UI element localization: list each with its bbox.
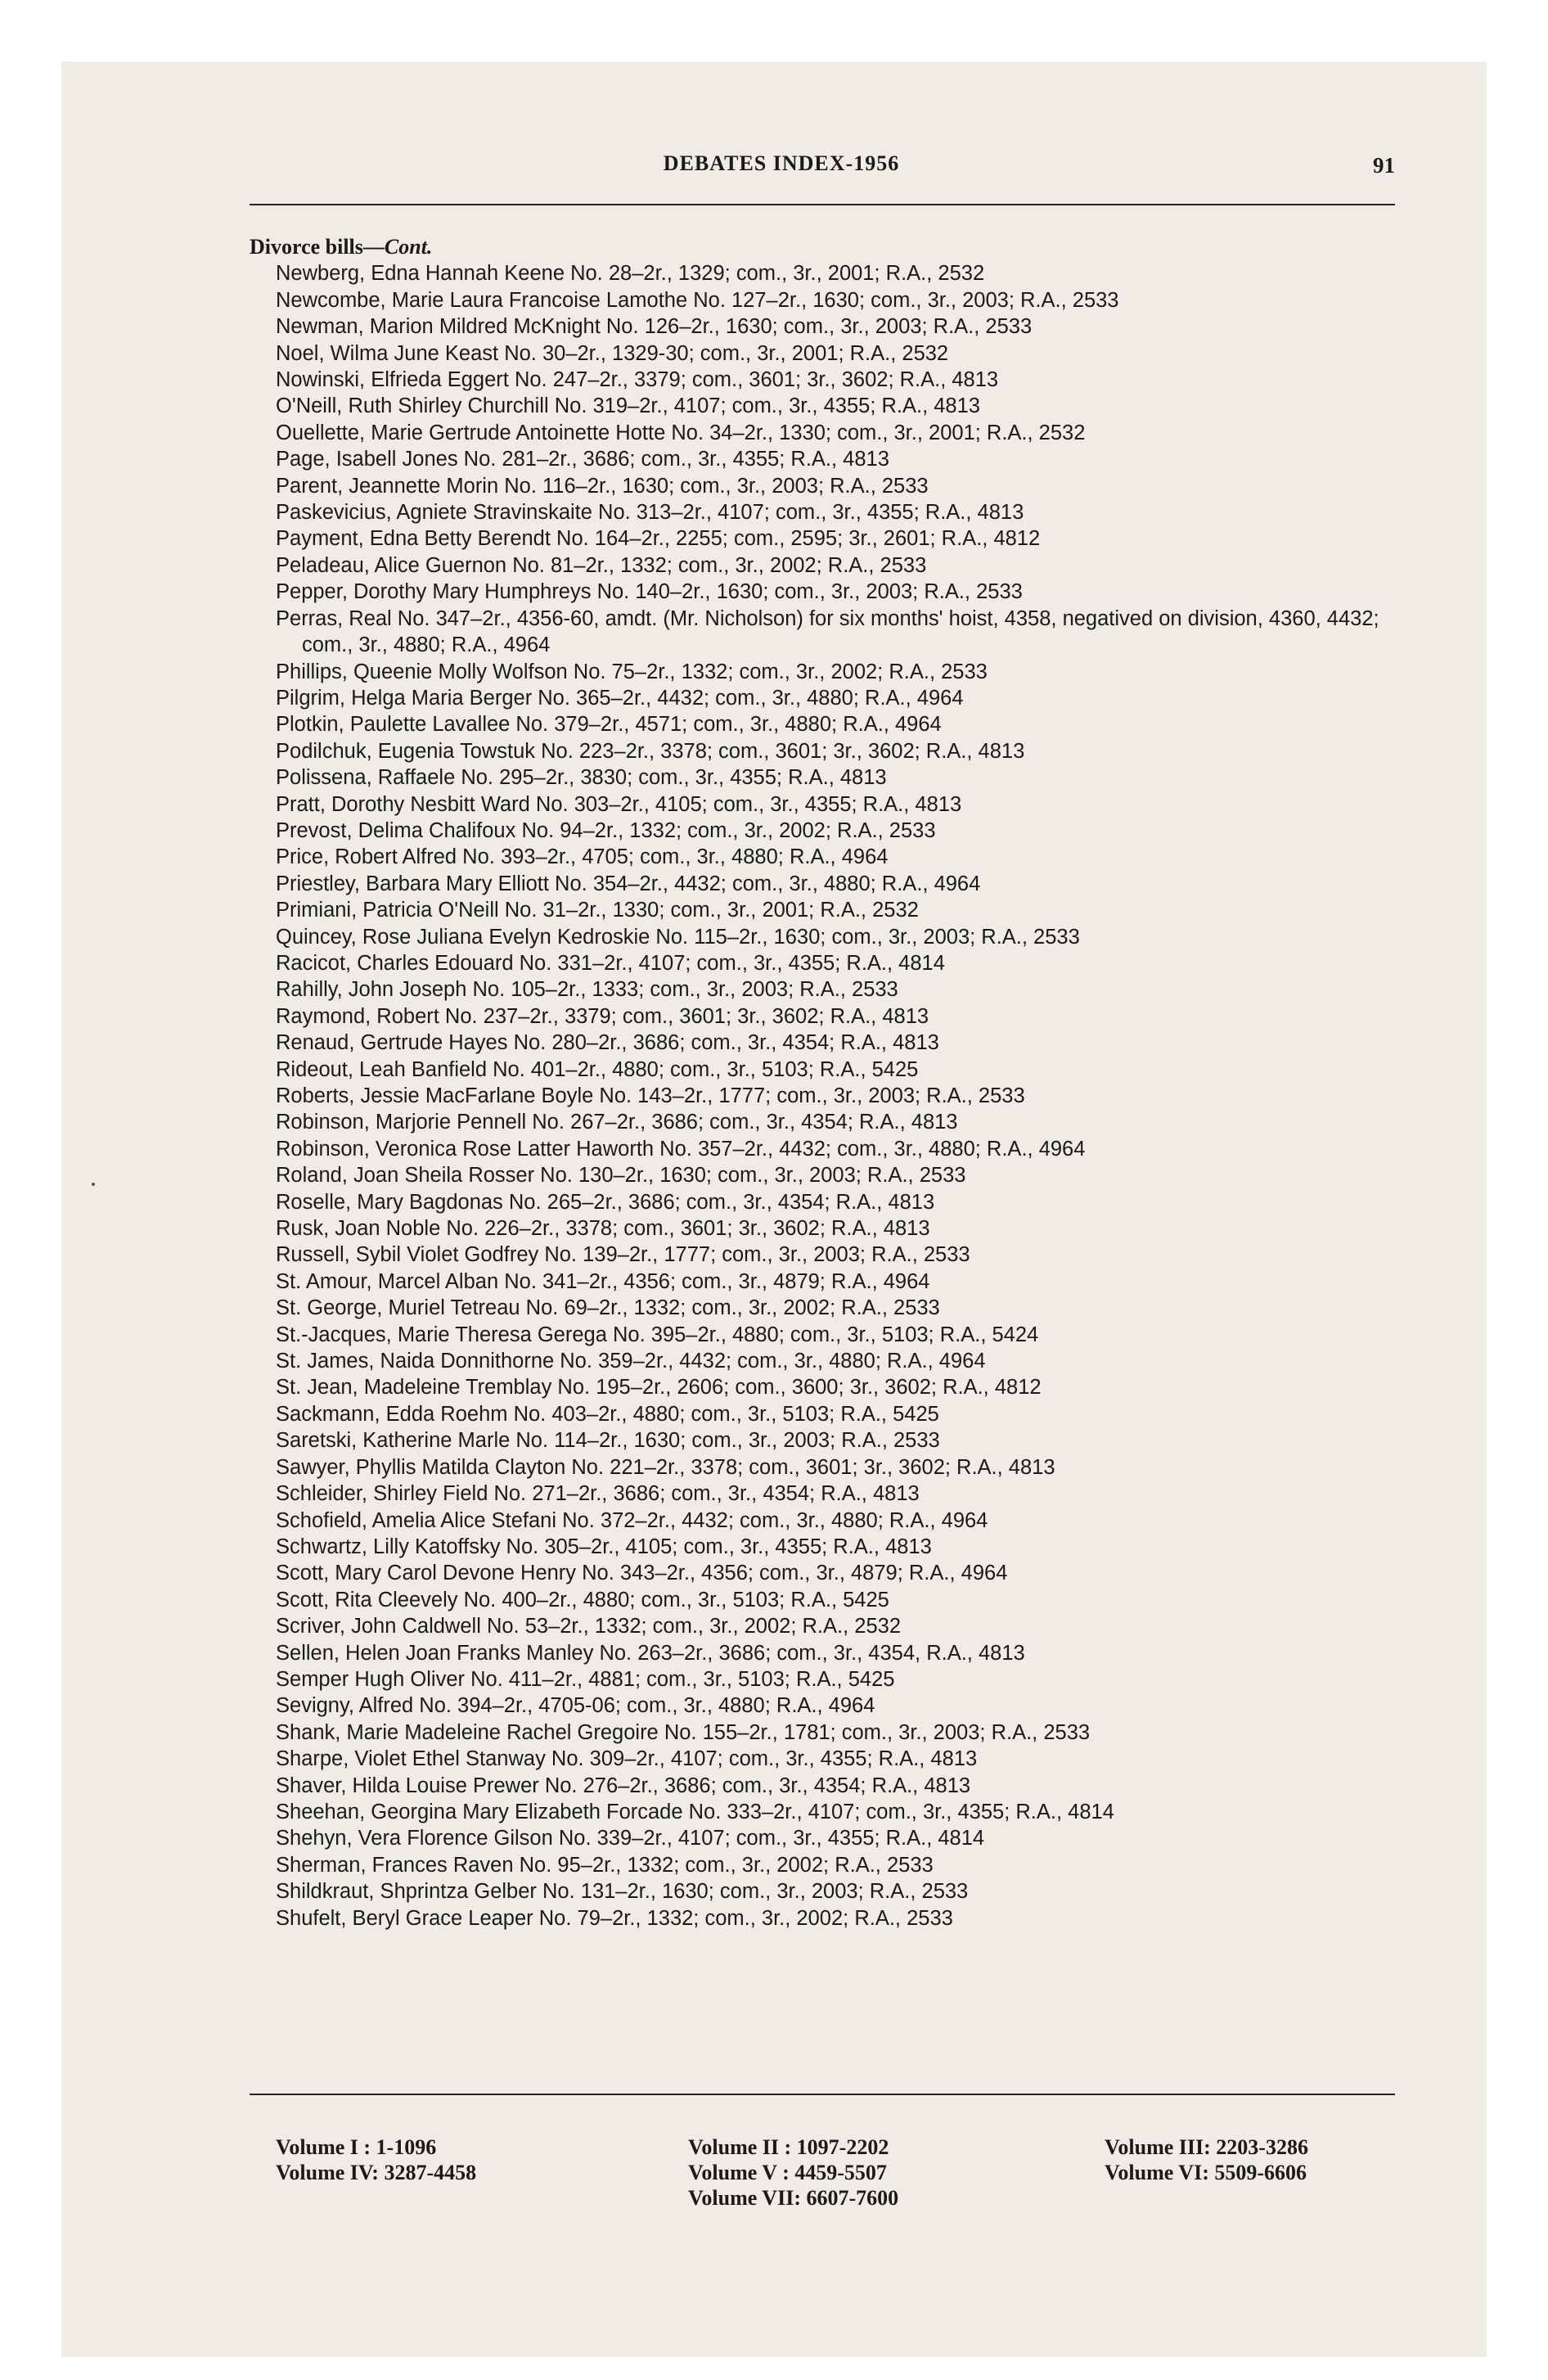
index-entry: Newberg, Edna Hannah Keene No. 28–2r., 1329; com., 3r., 2001; R.A., 2532 [276, 262, 985, 286]
volume-column-2 [688, 2134, 898, 2211]
index-entry: Quincey, Rose Juliana Evelyn Kedroskie No. 115–2r., 1630; com., 3r., 2003; R.A., 2533 [276, 925, 1080, 949]
index-entry: Shufelt, Beryl Grace Leaper No. 79–2r., 1332; com., 3r., 2002; R.A., 2533 [276, 1906, 953, 1930]
index-entry: Page, Isabell Jones No. 281–2r., 3686; com., 3r., 4355; R.A., 4813 [276, 448, 889, 471]
index-entry: Scott, Rita Cleevely No. 400–2r., 4880; com., 3r., 5103; R.A., 5425 [276, 1588, 889, 1611]
index-entry: Noel, Wilma June Keast No. 30–2r., 1329-30; com., 3r., 2001; R.A., 2532 [276, 341, 949, 365]
index-entry: St. Amour, Marcel Alban No. 341–2r., 4356; com., 3r., 4879; R.A., 4964 [276, 1269, 930, 1293]
index-entry: Russell, Sybil Violet Godfrey No. 139–2r., 1777; com., 3r., 2003; R.A., 2533 [276, 1243, 970, 1267]
index-entry: Parent, Jeannette Morin No. 116–2r., 1630; com., 3r., 2003; R.A., 2533 [276, 474, 929, 498]
index-entry: Newcombe, Marie Laura Francoise Lamothe No. 127–2r., 1630; com., 3r., 2003; R.A., 2533 [276, 288, 1119, 312]
index-entry: Shank, Marie Madeleine Rachel Gregoire No. 155–2r., 1781; com., 3r., 2003; R.A., 2533 [276, 1720, 1091, 1744]
index-entry: Shehyn, Vera Florence Gilson No. 339–2r., 4107; com., 3r., 4355; R.A., 4814 [276, 1827, 985, 1850]
section-title: Divorce bills [250, 235, 363, 259]
index-entry: Peladeau, Alice Guernon No. 81–2r., 1332; com., 3r., 2002; R.A., 2533 [276, 553, 927, 577]
index-entry: Newman, Marion Mildred McKnight No. 126–2r., 1630; com., 3r., 2003; R.A., 2533 [276, 315, 1033, 339]
index-entry: Robinson, Marjorie Pennell No. 267–2r., 3686; com., 3r., 4354; R.A., 4813 [276, 1111, 958, 1134]
index-entry: Rahilly, John Joseph No. 105–2r., 1333; com., 3r., 2003; R.A., 2533 [276, 978, 898, 1002]
index-entry: Shildkraut, Shprintza Gelber No. 131–2r., 1630; com., 3r., 2003; R.A., 2533 [276, 1880, 969, 1904]
index-entry: St.-Jacques, Marie Theresa Gerega No. 395–2r., 4880; com., 3r., 5103; R.A., 5424 [276, 1323, 1039, 1346]
index-entry: Scriver, John Caldwell No. 53–2r., 1332; com., 3r., 2002; R.A., 2532 [276, 1615, 902, 1639]
volume-column-1 [276, 2134, 476, 2185]
index-entry: Pilgrim, Helga Maria Berger No. 365–2r., 4432; com., 3r., 4880; R.A., 4964 [276, 686, 964, 710]
index-entry: Payment, Edna Betty Berendt No. 164–2r., 2255; com., 2595; 3r., 2601; R.A., 4812 [276, 527, 1041, 551]
index-entry: Plotkin, Paulette Lavallee No. 379–2r., 4571; com., 3r., 4880; R.A., 4964 [276, 713, 942, 737]
top-rule [250, 204, 1395, 205]
index-entry: Nowinski, Elfrieda Eggert No. 247–2r., 3379; com., 3601; 3r., 3602; R.A., 4813 [276, 368, 999, 392]
index-entry: Roberts, Jessie MacFarlane Boyle No. 143–2r., 1777; com., 3r., 2003; R.A., 2533 [276, 1084, 1025, 1107]
index-entry: Phillips, Queenie Molly Wolfson No. 75–2r., 1332; com., 3r., 2002; R.A., 2533 [276, 660, 988, 683]
volume-line: Volume I : 1-1096 [276, 2135, 437, 2159]
volume-line: Volume II : 1097-2202 [688, 2135, 889, 2159]
index-entry: Sharpe, Violet Ethel Stanway No. 309–2r., 4107; com., 3r., 4355; R.A., 4813 [276, 1747, 978, 1771]
index-entry: Polissena, Raffaele No. 295–2r., 3830; com., 3r., 4355; R.A., 4813 [276, 766, 887, 790]
index-entry: Sherman, Frances Raven No. 95–2r., 1332; com., 3r., 2002; R.A., 2533 [276, 1853, 934, 1877]
running-title: DEBATES INDEX-1956 [663, 151, 900, 175]
index-entry: Raymond, Robert No. 237–2r., 3379; com., 3601; 3r., 3602; R.A., 4813 [276, 1004, 929, 1028]
index-entry: Priestley, Barbara Mary Elliott No. 354–2r., 4432; com., 3r., 4880; R.A., 4964 [276, 872, 981, 895]
index-entry: St. James, Naida Donnithorne No. 359–2r., 4432; com., 3r., 4880; R.A., 4964 [276, 1350, 986, 1373]
index-entries [250, 234, 1413, 1931]
index-entry: Rusk, Joan Noble No. 226–2r., 3378; com., 3601; 3r., 3602; R.A., 4813 [276, 1217, 930, 1241]
index-entry: Schwartz, Lilly Katoffsky No. 305–2r., 4105; com., 3r., 4355; R.A., 4813 [276, 1535, 932, 1558]
section-continued: Cont. [384, 235, 433, 259]
index-entry: Price, Robert Alfred No. 393–2r., 4705; com., 3r., 4880; R.A., 4964 [276, 845, 889, 869]
index-entry: Sawyer, Phyllis Matilda Clayton No. 221–2r., 3378; com., 3601; 3r., 3602; R.A., 4813 [276, 1455, 1055, 1479]
volume-line: Volume III: 2203-3286 [1105, 2135, 1308, 2159]
volume-line: Volume VI: 5509-6606 [1105, 2161, 1307, 2184]
index-entry: Paskevicius, Agniete Stravinskaite No. 313–2r., 4107; com., 3r., 4355; R.A., 4813 [276, 501, 1024, 525]
scan-speck [92, 1183, 95, 1186]
volume-column-3 [1105, 2134, 1308, 2185]
index-entry: Sellen, Helen Joan Franks Manley No. 263–2r., 3686; com., 3r., 4354, R.A., 4813 [276, 1641, 1025, 1665]
index-entry: Rideout, Leah Banfield No. 401–2r., 4880; com., 3r., 5103; R.A., 5425 [276, 1057, 919, 1081]
bottom-rule [250, 2094, 1395, 2095]
index-entry: Sackmann, Edda Roehm No. 403–2r., 4880; com., 3r., 5103; R.A., 5425 [276, 1402, 939, 1426]
index-entry: Sevigny, Alfred No. 394–2r., 4705-06; com., 3r., 4880; R.A., 4964 [276, 1694, 875, 1718]
index-entry: Perras, Real No. 347–2r., 4356-60, amdt. (Mr. Nicholson) for six months' hoist, 4358, negatived on division, 4360, 4432; com., 3r., 4880; R.A., 4964 [276, 606, 1379, 657]
index-entry: Racicot, Charles Edouard No. 331–2r., 4107; com., 3r., 4355; R.A., 4814 [276, 951, 945, 975]
index-entry: Ouellette, Marie Gertrude Antoinette Hotte No. 34–2r., 1330; com., 3r., 2001; R.A., 2532 [276, 421, 1086, 444]
index-entry: Prevost, Delima Chalifoux No. 94–2r., 1332; com., 3r., 2002; R.A., 2533 [276, 818, 936, 842]
index-entry: Roland, Joan Sheila Rosser No. 130–2r., 1630; com., 3r., 2003; R.A., 2533 [276, 1164, 966, 1188]
index-entry: Roselle, Mary Bagdonas No. 265–2r., 3686; com., 3r., 4354; R.A., 4813 [276, 1190, 935, 1214]
index-entry: O'Neill, Ruth Shirley Churchill No. 319–2r., 4107; com., 3r., 4355; R.A., 4813 [276, 394, 980, 418]
volume-line: Volume V : 4459-5507 [688, 2161, 887, 2184]
index-entry: Podilchuk, Eugenia Towstuk No. 223–2r., 3378; com., 3601; 3r., 3602; R.A., 4813 [276, 739, 1025, 763]
index-entry: Pepper, Dorothy Mary Humphreys No. 140–2r., 1630; com., 3r., 2003; R.A., 2533 [276, 580, 1023, 604]
index-entry: Schofield, Amelia Alice Stefani No. 372–2r., 4432; com., 3r., 4880; R.A., 4964 [276, 1508, 988, 1532]
index-entry: St. Jean, Madeleine Tremblay No. 195–2r., 2606; com., 3600; 3r., 3602; R.A., 4812 [276, 1376, 1042, 1400]
volume-line: Volume IV: 3287-4458 [276, 2161, 477, 2184]
index-entry: Robinson, Veronica Rose Latter Haworth No. 357–2r., 4432; com., 3r., 4880; R.A., 4964 [276, 1137, 1086, 1161]
index-entry: Semper Hugh Oliver No. 411–2r., 4881; com., 3r., 5103; R.A., 5425 [276, 1667, 895, 1691]
page-header [168, 151, 1395, 192]
index-entry: Schleider, Shirley Field No. 271–2r., 3686; com., 3r., 4354; R.A., 4813 [276, 1482, 920, 1506]
index-entry: Renaud, Gertrude Hayes No. 280–2r., 3686; com., 3r., 4354; R.A., 4813 [276, 1031, 939, 1055]
index-entry: Shaver, Hilda Louise Prewer No. 276–2r., 3686; com., 3r., 4354; R.A., 4813 [276, 1774, 971, 1797]
index-entry: St. George, Muriel Tetreau No. 69–2r., 1332; com., 3r., 2002; R.A., 2533 [276, 1296, 940, 1320]
index-entry: Sheehan, Georgina Mary Elizabeth Forcade No. 333–2r., 4107; com., 3r., 4355; R.A., 4814 [276, 1800, 1114, 1823]
index-entry: Scott, Mary Carol Devone Henry No. 343–2r., 4356; com., 3r., 4879; R.A., 4964 [276, 1562, 1008, 1585]
index-entry: Saretski, Katherine Marle No. 114–2r., 1630; com., 3r., 2003; R.A., 2533 [276, 1429, 940, 1453]
page-number: 91 [1373, 153, 1395, 178]
section-heading: Divorce bills—Cont. [250, 235, 433, 259]
index-entry: Primiani, Patricia O'Neill No. 31–2r., 1330; com., 3r., 2001; R.A., 2532 [276, 899, 919, 922]
index-entry: Pratt, Dorothy Nesbitt Ward No. 303–2r., 4105; com., 3r., 4355; R.A., 4813 [276, 792, 962, 816]
volume-line: Volume VII: 6607-7600 [688, 2186, 899, 2210]
